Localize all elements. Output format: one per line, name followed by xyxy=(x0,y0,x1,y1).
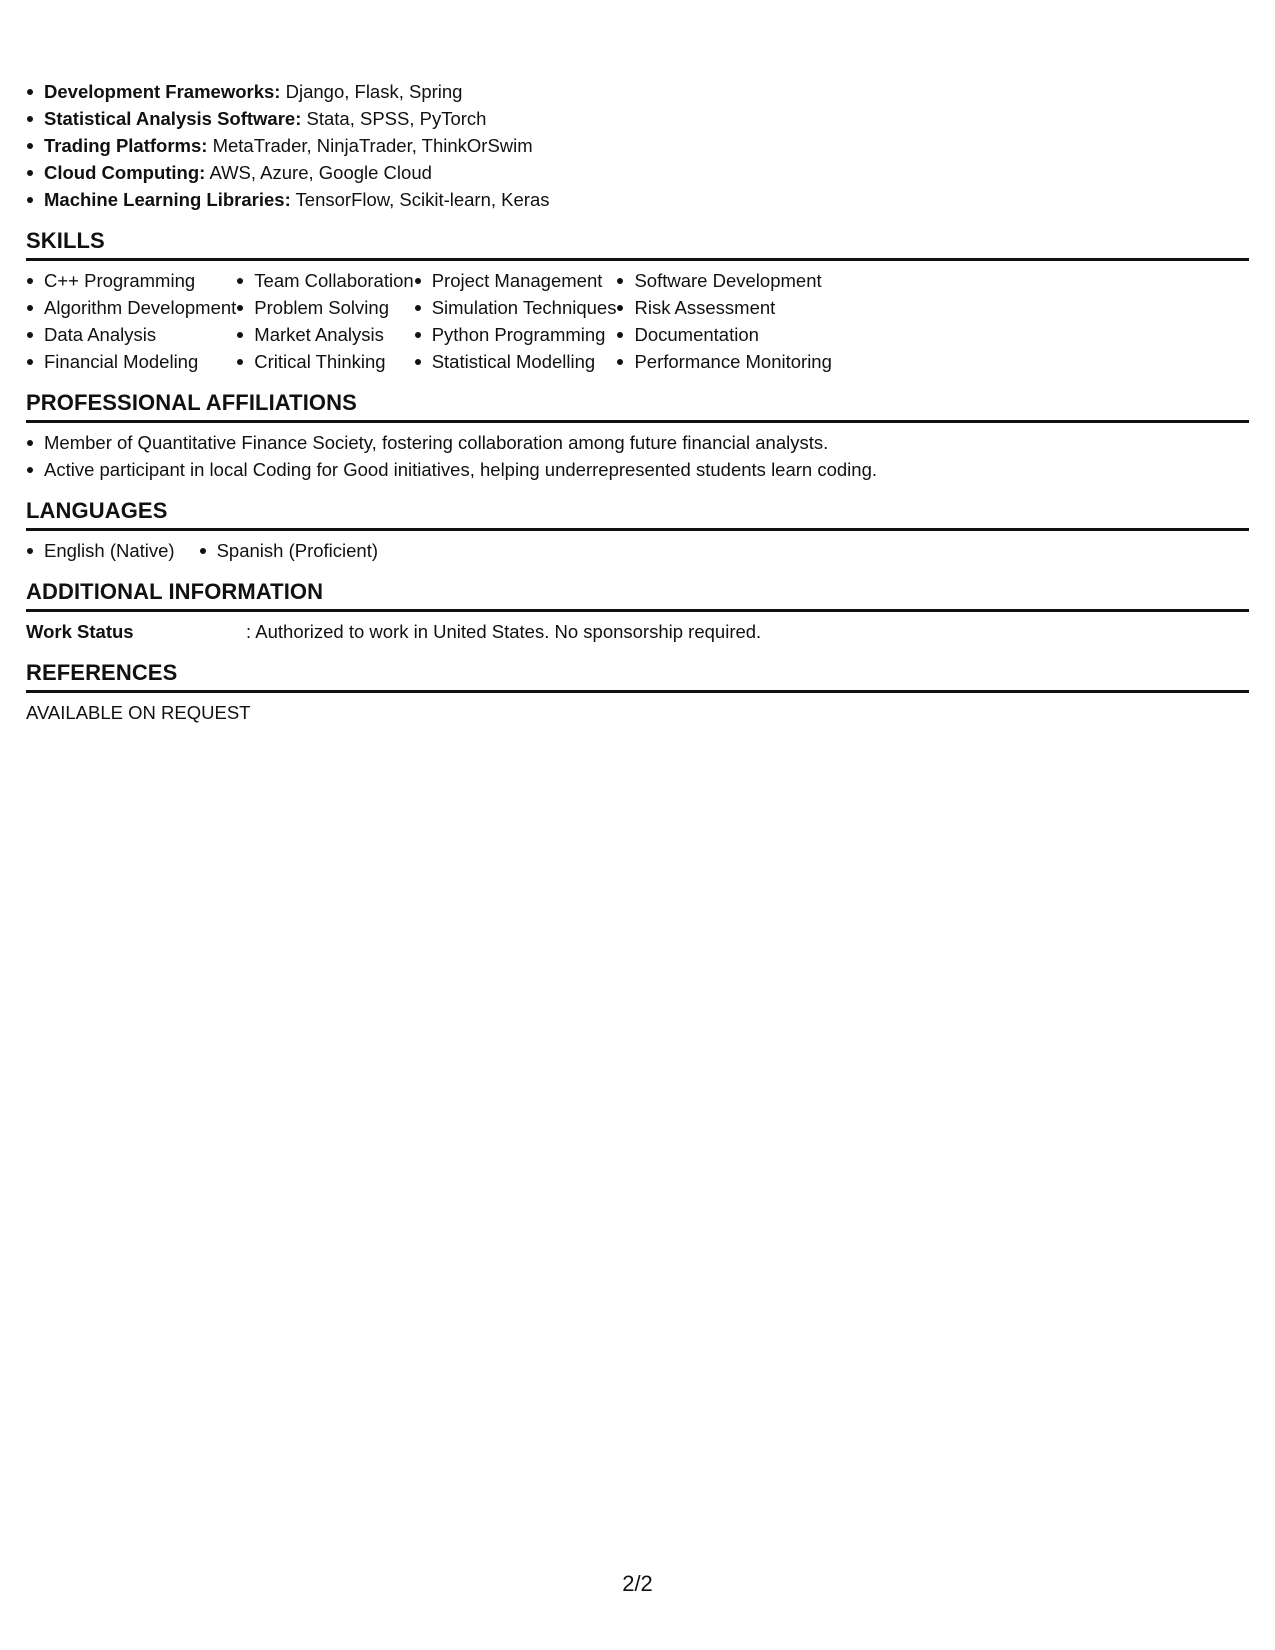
list-item: Risk Assessment xyxy=(616,294,831,321)
list-item xyxy=(26,78,1249,105)
list-item: Performance Monitoring xyxy=(616,348,831,375)
list-item: English (Native) xyxy=(26,537,175,564)
skills-section xyxy=(26,227,1249,375)
list-item: Member of Quantitative Finance Society, fostering collaboration among future financial analysts. xyxy=(26,429,1249,456)
list-item: Problem Solving xyxy=(236,294,413,321)
tech-label: Machine Learning Libraries: xyxy=(44,189,291,210)
section-title-languages: LANGUAGES xyxy=(26,497,1249,531)
list-item xyxy=(26,105,1249,132)
tech-value: AWS, Azure, Google Cloud xyxy=(205,162,432,183)
section-title-skills: SKILLS xyxy=(26,227,1249,261)
section-title-additional: ADDITIONAL INFORMATION xyxy=(26,578,1249,612)
tech-value: MetaTrader, NinjaTrader, ThinkOrSwim xyxy=(207,135,533,156)
list-item: C++ Programming xyxy=(26,267,236,294)
list-item: Critical Thinking xyxy=(236,348,413,375)
list-item: Software Development xyxy=(616,267,831,294)
tech-label: Development Frameworks: xyxy=(44,81,281,102)
additional-info-section xyxy=(26,578,1249,645)
list-item: Statistical Modelling xyxy=(414,348,617,375)
skills-column xyxy=(616,267,831,375)
affiliations-section xyxy=(26,389,1249,483)
list-item: Documentation xyxy=(616,321,831,348)
references-text: AVAILABLE ON REQUEST xyxy=(26,702,251,723)
tech-value: TensorFlow, Scikit-learn, Keras xyxy=(290,189,550,210)
skills-grid xyxy=(26,267,1249,375)
languages-list xyxy=(26,537,1249,564)
affiliations-list xyxy=(26,429,1249,483)
technical-skills-list xyxy=(26,78,1249,213)
work-status-label: Work Status xyxy=(26,621,134,642)
work-status-value: : Authorized to work in United States. No sponsorship required. xyxy=(246,621,762,642)
section-title-affiliations: PROFESSIONAL AFFILIATIONS xyxy=(26,389,1249,423)
references-section xyxy=(26,659,1249,726)
page-number: 2/2 xyxy=(622,1571,653,1596)
tech-value: Stata, SPSS, PyTorch xyxy=(301,108,487,129)
tech-label: Trading Platforms: xyxy=(44,135,208,156)
work-status-row xyxy=(26,618,1249,645)
list-item: Spanish (Proficient) xyxy=(199,537,378,564)
list-item: Active participant in local Coding for Good initiatives, helping underrepresented students learn coding. xyxy=(26,456,1249,483)
skills-column xyxy=(236,267,413,375)
list-item: Financial Modeling xyxy=(26,348,236,375)
skills-column xyxy=(26,267,236,375)
list-item: Data Analysis xyxy=(26,321,236,348)
list-item: Algorithm Development xyxy=(26,294,236,321)
list-item: Project Management xyxy=(414,267,617,294)
list-item xyxy=(26,132,1249,159)
languages-section xyxy=(26,497,1249,564)
list-item xyxy=(26,159,1249,186)
resume-page xyxy=(26,78,1249,726)
list-item: Team Collaboration xyxy=(236,267,413,294)
tech-value: Django, Flask, Spring xyxy=(280,81,463,102)
skills-column xyxy=(414,267,617,375)
list-item: Market Analysis xyxy=(236,321,413,348)
section-title-references: REFERENCES xyxy=(26,659,1249,693)
tech-label: Statistical Analysis Software: xyxy=(44,108,302,129)
list-item xyxy=(26,186,1249,213)
tech-label: Cloud Computing: xyxy=(44,162,206,183)
list-item: Simulation Techniques xyxy=(414,294,617,321)
list-item: Python Programming xyxy=(414,321,617,348)
